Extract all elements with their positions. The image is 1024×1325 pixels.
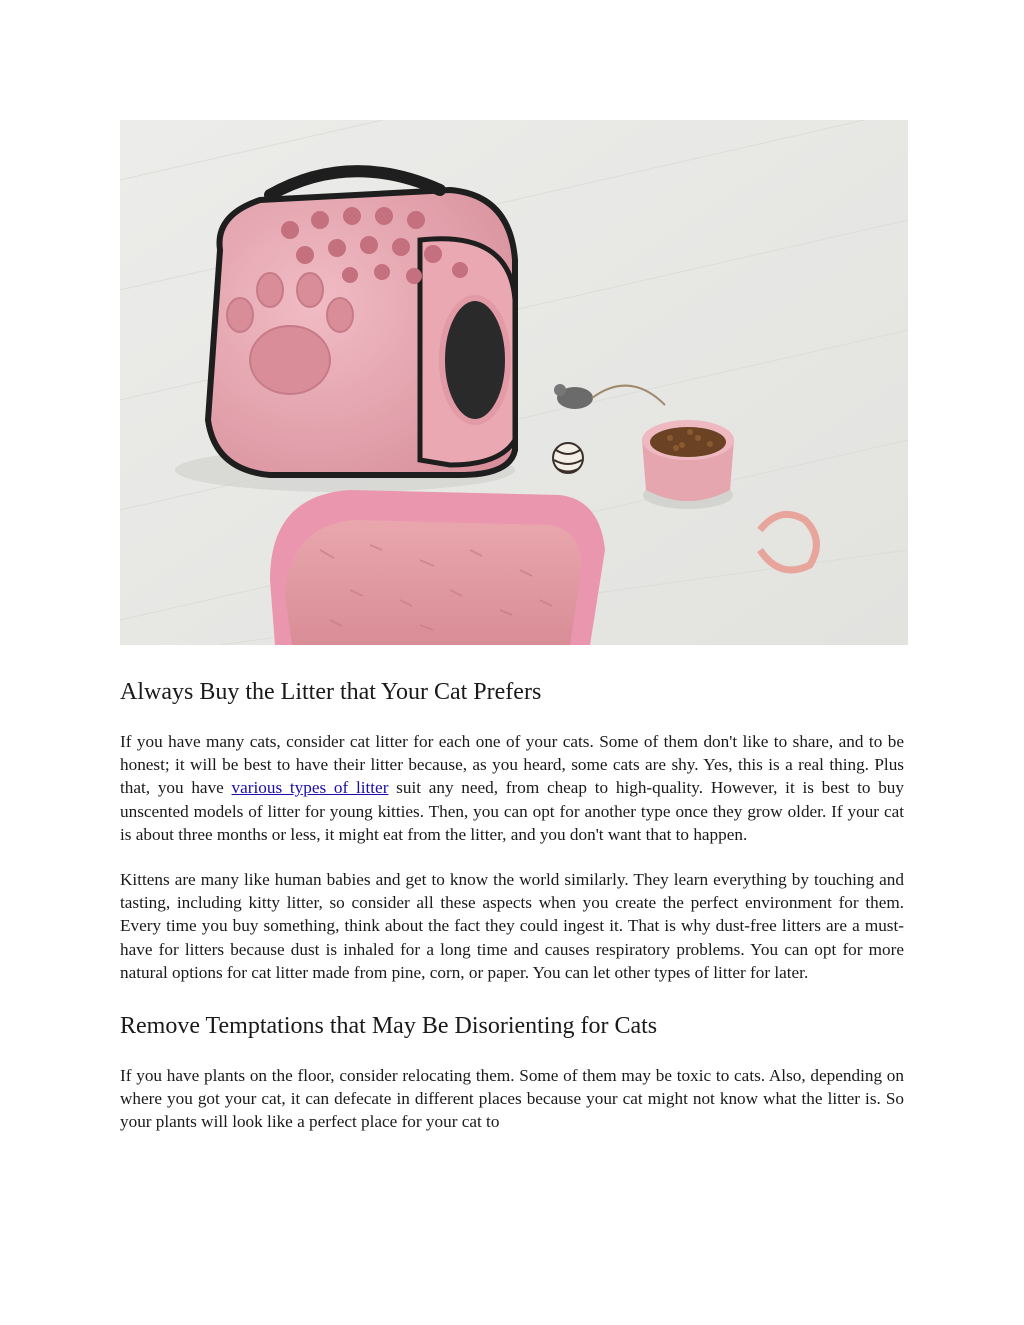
various-litter-types-link[interactable]: various types of litter xyxy=(231,778,389,798)
section-heading-litter-preference: Always Buy the Litter that Your Cat Prefers xyxy=(120,679,542,705)
paragraph-kittens: Kittens are many like human babies and get to know the world similarly. They learn everything by touching and tasting, including kitty litter, so consider all these aspects when you create the perfect environment for them. Every time you buy something, think about the fact they could ingest it. That is why dust-free litters are a must-have for litters because dust is inhaled for a long time and causes respiratory problems. You can opt for more natural options for cat litter made from pine, corn, or paper. You can let other types of litter for later. xyxy=(120,870,904,982)
hero-image xyxy=(120,120,908,645)
article-body xyxy=(120,672,904,1156)
section-heading-remove-temptations: Remove Temptations that May Be Disorienting for Cats xyxy=(120,1013,658,1040)
paragraph-text: If you have many cats, consider cat litter for each one of your cats. Some of them don't like to share, and to be honest; it will be best to have their litter because, as you heard, some cats are shy. Yes, this is a real thing. Plus that, you have xyxy=(120,732,904,798)
food-bowl xyxy=(642,420,734,509)
paragraph-multiple-cats xyxy=(120,730,904,846)
litter-box xyxy=(270,490,605,645)
paragraph-text: suit any need, from cheap to high-quality. However, it is best to buy unscented models of litter for young kitties. Then, you can opt for another type once they grow older. If your cat is about three months or less, it might eat from the litter, and you don't want that to happen. xyxy=(120,778,904,844)
cat-supplies-photo-icon xyxy=(120,120,908,645)
ball-toy xyxy=(553,443,583,473)
pet-carrier xyxy=(175,171,515,492)
paragraph-plants: If you have plants on the floor, consider relocating them. Some of them may be toxic to cats. Also, depending on where you got your cat, it can defecate in different places because your cat might not know what the litter is. So your plants will look like a perfect place for your cat to xyxy=(120,1066,904,1132)
